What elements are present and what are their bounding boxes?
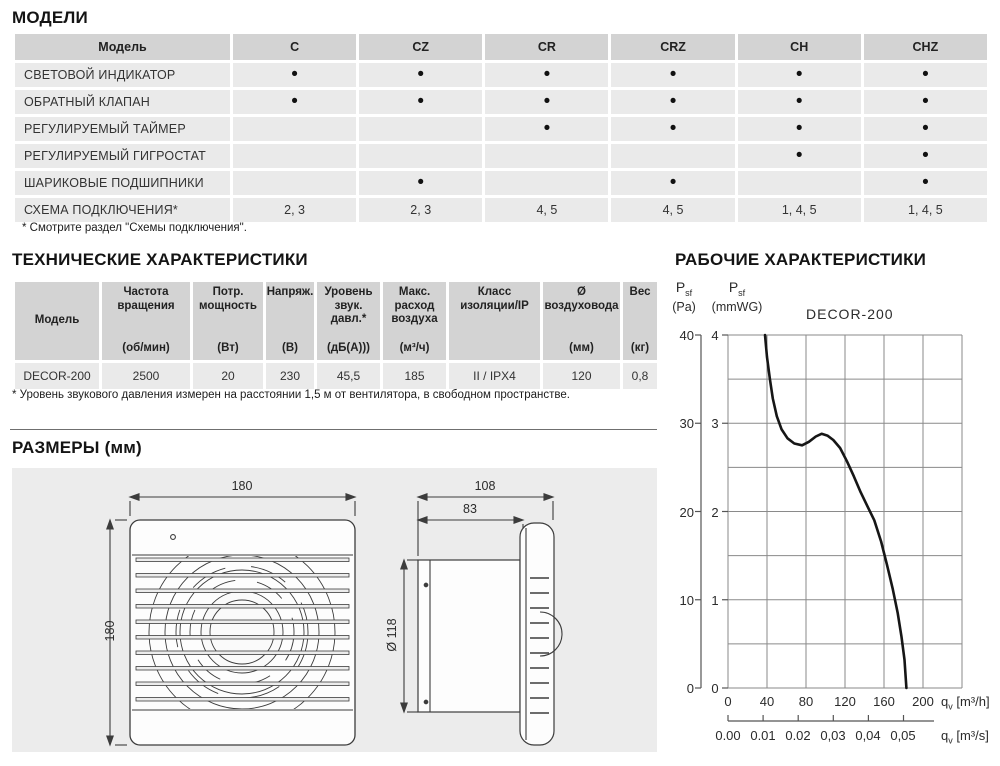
feature-cell: • <box>359 63 482 87</box>
feature-cell: • <box>738 117 861 141</box>
feature-cell: • <box>485 117 608 141</box>
feature-cell <box>233 171 356 195</box>
feature-cell: • <box>611 90 734 114</box>
feature-cell: • <box>485 90 608 114</box>
performance-section-title: РАБОЧИЕ ХАРАКТЕРИСТИКИ <box>675 250 927 269</box>
feature-cell <box>738 171 861 195</box>
tech-table <box>12 279 660 392</box>
mm-tick: 3 <box>711 416 719 431</box>
feature-cell: 4, 5 <box>485 198 608 222</box>
feature-cell: • <box>611 63 734 87</box>
models-col-header: CHZ <box>864 34 987 60</box>
tech-col-header: Макс. расход воздуха (м³/ч) <box>383 282 446 360</box>
tech-cell: 2500 <box>102 363 190 389</box>
tech-col-header: Ø воздуховода (мм) <box>543 282 620 360</box>
models-section-title: МОДЕЛИ <box>12 8 88 27</box>
models-col-header: CZ <box>359 34 482 60</box>
tech-col-header: Уровень звук. давл.* (дБ(А))) <box>317 282 380 360</box>
feature-label: РЕГУЛИРУЕМЫЙ ГИГРОСТАТ <box>15 144 230 168</box>
tech-footnote: * Уровень звукового давления измерен на расстоянии 1,5 м от вентилятора, в свободном пространстве. <box>12 389 570 401</box>
tech-table-header <box>15 282 657 360</box>
x-tick: 80 <box>798 694 814 709</box>
feature-cell <box>233 144 356 168</box>
dimensions-section-title: РАЗМЕРЫ (мм) <box>12 438 142 457</box>
feature-label: СВЕТОВОЙ ИНДИКАТОР <box>15 63 230 87</box>
feature-cell <box>359 144 482 168</box>
feature-cell: 1, 4, 5 <box>738 198 861 222</box>
pa-tick: 0 <box>686 681 694 696</box>
table-row <box>15 63 987 87</box>
models-table <box>12 31 990 225</box>
feature-cell: 2, 3 <box>233 198 356 222</box>
tech-cell: II / IPX4 <box>449 363 540 389</box>
x-tick: 40 <box>759 694 775 709</box>
x-tick: 0 <box>724 694 732 709</box>
models-col-header: C <box>233 34 356 60</box>
feature-cell: • <box>864 63 987 87</box>
tech-col-header: Потр. мощность (Вт) <box>193 282 263 360</box>
tech-section-title: ТЕХНИЧЕСКИЕ ХАРАКТЕРИСТИКИ <box>12 250 308 269</box>
feature-label: РЕГУЛИРУЕМЫЙ ТАЙМЕР <box>15 117 230 141</box>
tech-cell: 185 <box>383 363 446 389</box>
feature-label: СХЕМА ПОДКЛЮЧЕНИЯ* <box>15 198 230 222</box>
performance-chart <box>660 278 1000 766</box>
models-col-header: CRZ <box>611 34 734 60</box>
feature-cell <box>485 144 608 168</box>
x-tick: 120 <box>834 694 856 709</box>
tech-cell: 45,5 <box>317 363 380 389</box>
tech-col-header: Модель <box>15 282 99 360</box>
tech-cell: 230 <box>266 363 314 389</box>
dim-depth-duct: 83 <box>463 502 477 516</box>
feature-cell: • <box>359 90 482 114</box>
tech-col-header: Частота вращения (об/мин) <box>102 282 190 360</box>
feature-cell: • <box>611 171 734 195</box>
table-row <box>15 117 987 141</box>
feature-cell: • <box>864 171 987 195</box>
x2-tick: 0.02 <box>785 728 811 743</box>
tech-cell: 20 <box>193 363 263 389</box>
models-col-header: CR <box>485 34 608 60</box>
feature-cell <box>233 117 356 141</box>
feature-cell: • <box>359 171 482 195</box>
dim-front-height: 180 <box>103 620 117 642</box>
x2-tick: 0,05 <box>890 728 916 743</box>
feature-cell <box>359 117 482 141</box>
table-row <box>15 171 987 195</box>
feature-cell: • <box>864 117 987 141</box>
dim-depth-total: 108 <box>474 479 496 493</box>
pa-tick: 10 <box>679 593 694 608</box>
feature-label: ОБРАТНЫЙ КЛАПАН <box>15 90 230 114</box>
x-tick: 160 <box>873 694 895 709</box>
table-row <box>15 198 987 222</box>
feature-cell: • <box>485 63 608 87</box>
x2-tick: 0.00 <box>715 728 741 743</box>
dimensions-drawing <box>12 468 657 752</box>
mm-tick: 1 <box>711 593 719 608</box>
x2-tick: 0.01 <box>750 728 776 743</box>
dim-front-width: 180 <box>231 479 253 493</box>
pa-tick: 40 <box>679 328 694 343</box>
models-col-header: CH <box>738 34 861 60</box>
feature-cell: • <box>864 90 987 114</box>
table-row <box>15 363 657 389</box>
tech-cell: 0,8 <box>623 363 657 389</box>
feature-label: ШАРИКОВЫЕ ПОДШИПНИКИ <box>15 171 230 195</box>
x-axis-unit-label: $q_v$ [m³/h] <box>941 694 990 712</box>
table-row <box>15 144 987 168</box>
models-col-header: Модель <box>15 34 230 60</box>
tech-col-header: Вес (кг) <box>623 282 657 360</box>
x2-axis-unit-label: $q_v$ [m³/s] <box>941 728 989 746</box>
feature-cell: • <box>233 63 356 87</box>
pa-tick: 30 <box>679 416 694 431</box>
feature-cell: • <box>738 63 861 87</box>
dim-duct-diameter: Ø 118 <box>385 618 399 652</box>
tech-col-header: Напряж. (В) <box>266 282 314 360</box>
mm-tick: 2 <box>711 505 719 520</box>
section-divider <box>10 429 657 430</box>
feature-cell: • <box>233 90 356 114</box>
mm-tick: 4 <box>711 328 719 343</box>
mm-tick: 0 <box>711 681 719 696</box>
models-table-header <box>15 34 987 60</box>
tech-cell: DECOR-200 <box>15 363 99 389</box>
chart-title: DECOR-200 <box>806 306 894 322</box>
pa-tick: 20 <box>679 505 694 520</box>
y-axis-mm-label: $P_{sf}$ (mmWG) <box>711 279 763 314</box>
x-tick: 200 <box>912 694 934 709</box>
feature-cell <box>485 171 608 195</box>
feature-cell: • <box>864 144 987 168</box>
feature-cell: 4, 5 <box>611 198 734 222</box>
feature-cell: • <box>611 117 734 141</box>
tech-cell: 120 <box>543 363 620 389</box>
models-footnote: * Смотрите раздел "Схемы подключения". <box>22 222 247 234</box>
x2-tick: 0,04 <box>855 728 881 743</box>
feature-cell: • <box>738 90 861 114</box>
dimensions-drawing-box <box>12 468 657 752</box>
feature-cell <box>611 144 734 168</box>
feature-cell: 2, 3 <box>359 198 482 222</box>
y-axis-pa-label: $P_{sf}$ (Pa) <box>672 279 696 314</box>
feature-cell: • <box>738 144 861 168</box>
feature-cell: 1, 4, 5 <box>864 198 987 222</box>
x2-tick: 0,03 <box>820 728 846 743</box>
table-row <box>15 90 987 114</box>
tech-col-header: Класс изоляции/IP <box>449 282 540 360</box>
